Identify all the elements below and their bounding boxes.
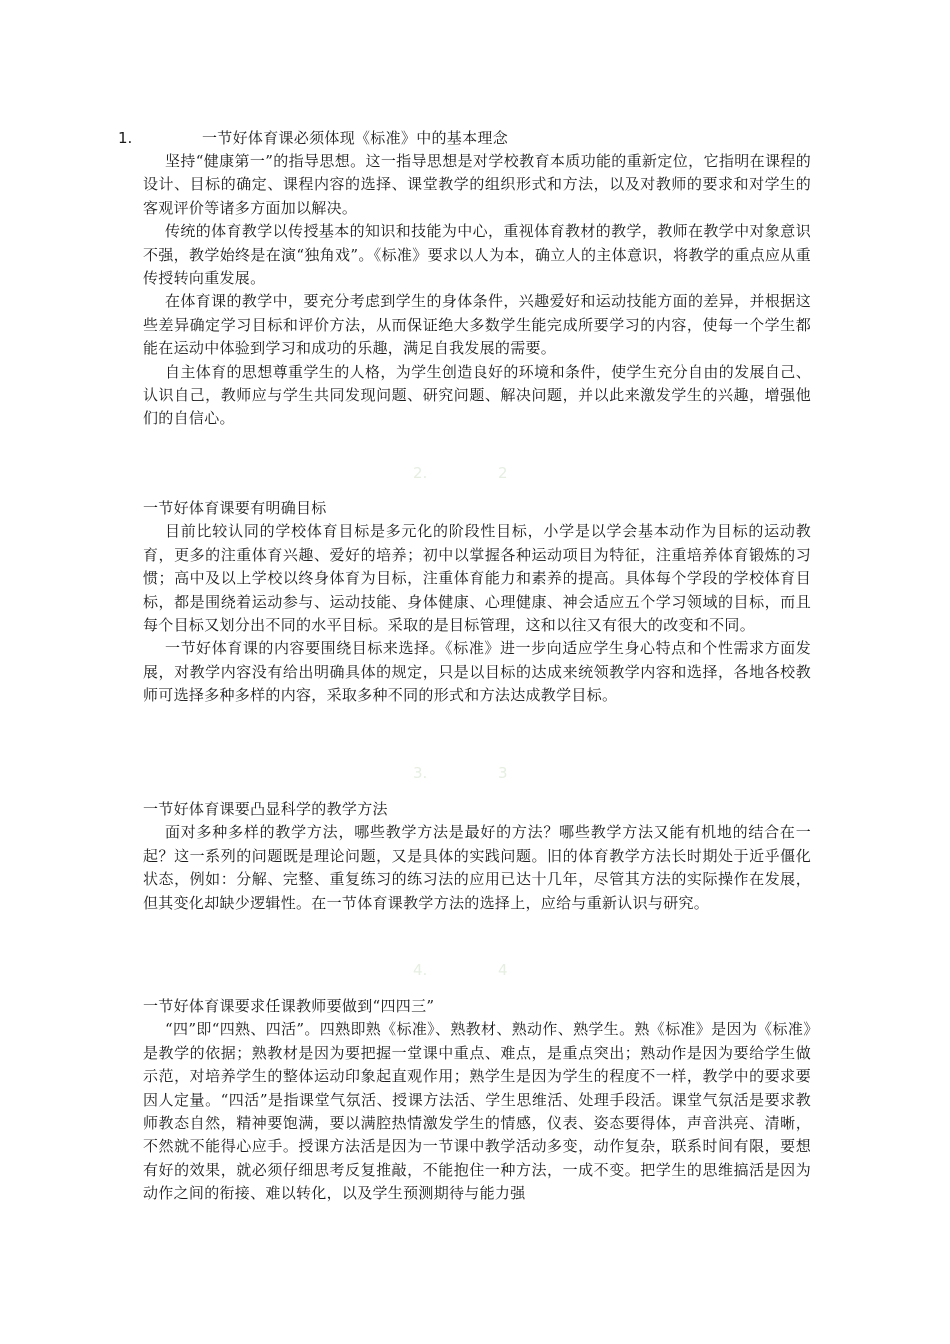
section-3-title: 一节好体育课要凸显科学的教学方法: [143, 800, 388, 818]
section-4-body: [143, 995, 811, 1206]
section-4-marker: 4: [498, 961, 508, 979]
section-1-paragraph: 传统的体育教学以传授基本的知识和技能为中心，重视体育教材的教学，教师在教学中对象意识不强，教学始终是在演“独角戏”。《标准》要求以人为本，确立人的主体意识，将教学的重点应从重传授转向重发展。: [143, 222, 811, 288]
section-4-paragraph: “四”即“四熟、四活”。四熟即熟《标准》、熟教材、熟动作、熟学生。熟《标准》是因为《标准》是教学的依据；熟教材是因为要把握一堂课中重点、难点，是重点突出；熟动作是因为要给学生做示范，对培养学生的整体运动印象起直观作用；熟学生是因为学生的程度不一样，教学中的要求要因人定量。“四活”是指课堂气氛活、授课方法活、学生思维活、处理手段活。课堂气氛活是要求教师教态自然，精神要饱满，要以满腔热情激发学生的情感，仪表、姿态要得体，声音洪亮、清晰，不然就不能得心应手。授课方法活是因为一节课中教学活动多变，动作复杂，联系时间有限，要想有好的效果，就必须仔细思考反复推敲，不能抱住一种方法，一成不变。把学生的思维搞活是因为动作之间的衔接、难以转化，以及学生预测期待与能力强: [143, 1020, 811, 1203]
section-3-paragraph: 面对多种多样的教学方法，哪些教学方法是最好的方法？哪些教学方法又能有机地的结合在一起？这一系列的问题既是理论问题，又是具体的实践问题。旧的体育教学方法长时期处于近乎僵化状态，例如：分解、完整、重复练习的练习法的应用已达十几年，尽管其方法的实际操作在发展，但其变化却缺少逻辑性。在一节体育课教学方法的选择上，应给与重新认识与研究。: [143, 823, 811, 912]
section-2-marker: 2.: [413, 464, 428, 482]
section-2-paragraph: 目前比较认同的学校体育目标是多元化的阶段性目标，小学是以学会基本动作为目标的运动教育，更多的注重体育兴趣、爱好的培养；初中以掌握各种运动项目为特征，注重培养体育锻炼的习惯；高中及以上学校以终身体育为目标，注重体育能力和素养的提高。具体每个学段的学校体育目标，都是围绕着运动参与、运动技能、身体健康、心理健康、神会适应五个学习领域的目标，而且每个目标又划分出不同的水平目标。采取的是目标管理，这和以往又有很大的改变和不同。: [143, 522, 811, 635]
section-1-title: 一节好体育课必须体现《标准》中的基本理念: [202, 129, 509, 147]
section-4-title: 一节好体育课要求任课教师要做到“四四三”: [143, 997, 435, 1015]
section-1-paragraph: 自主体育的思想尊重学生的人格，为学生创造良好的环境和条件，使学生充分自由的发展自己、认识自己，教师应与学生共同发现问题、研究问题、解决问题，并以此来激发学生的兴趣，增强他们的自信心。: [143, 362, 811, 428]
section-3-body: [143, 798, 811, 915]
section-4-marker: 4.: [413, 961, 428, 979]
section-2-paragraph: 一节好体育课的内容要围绕目标来选择。《标准》进一步向适应学生身心特点和个性需求方面发展，对教学内容没有给出明确具体的规定，只是以目标的达成来统领教学内容和选择，各地各校教师可选择多种多样的内容，采取多种不同的形式和方法达成教学目标。: [143, 639, 811, 705]
section-1-body: [143, 150, 811, 431]
section-1-number: 1.: [118, 129, 133, 147]
section-3-marker: 3: [498, 764, 508, 782]
section-2-marker: 2: [498, 464, 508, 482]
section-3-marker: 3.: [413, 764, 428, 782]
section-1-paragraph: 坚持“健康第一”的指导思想。这一指导思想是对学校教育本质功能的重新定位，它指明在课程的设计、目标的确定、课程内容的选择、课堂教学的组织形式和方法，以及对教师的要求和对学生的客观评价等诸多方面加以解决。: [143, 152, 811, 217]
section-2-body: [143, 497, 811, 708]
section-1-paragraph: 在体育课的教学中，要充分考虑到学生的身体条件，兴趣爱好和运动技能方面的差异，并根据这些差异确定学习目标和评价方法，从而保证绝大多数学生能完成所要学习的内容，使每一个学生都能在运动中体验到学习和成功的乐趣，满足自我发展的需要。: [143, 292, 811, 358]
section-2-title: 一节好体育课要有明确目标: [143, 499, 327, 517]
